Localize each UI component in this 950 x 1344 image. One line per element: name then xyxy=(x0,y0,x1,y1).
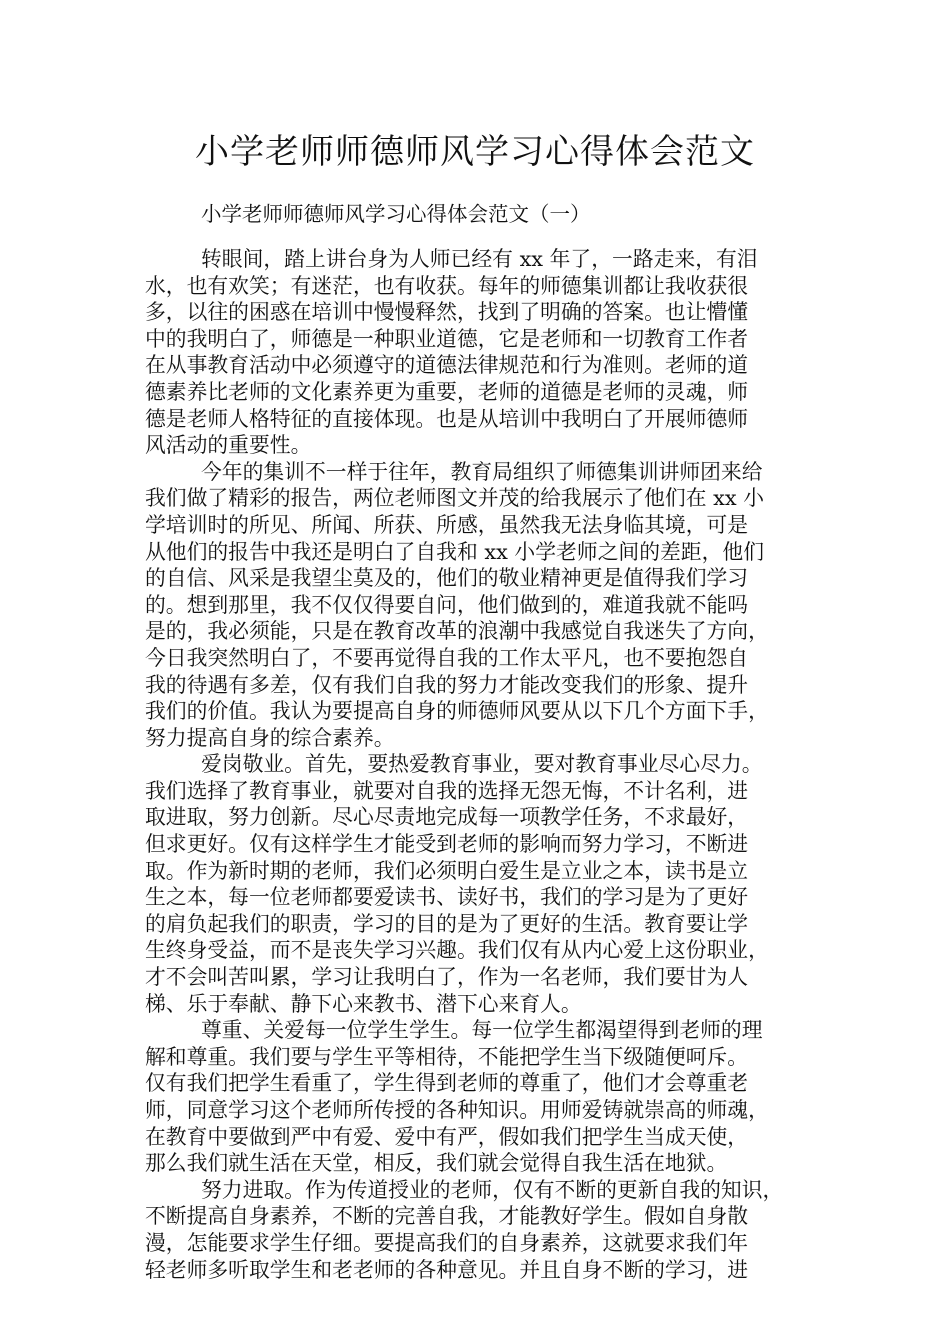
document-subtitle: 小学老师师德师风学习心得体会范文（一） xyxy=(201,202,591,226)
text-line: 努力提高自身的综合素养。 xyxy=(145,725,395,750)
text-line: 我们选择了教育事业，就要对自我的选择无怨无悔，不计名利，进 xyxy=(145,778,749,803)
text-line: 但求更好。仅有这样学生才能受到老师的影响而努力学习，不断进 xyxy=(145,832,749,857)
text-line: 风活动的重要性。 xyxy=(145,433,312,458)
text-line: 不断提高自身素养，不断的完善自我，才能教好学生。假如自身散 xyxy=(145,1204,749,1229)
text-line: 水，也有欢笑；有迷茫，也有收获。每年的师德集训都让我收获很 xyxy=(145,273,749,298)
paragraph-first-line: 尊重、关爱每一位学生学生。每一位学生都渴望得到老师的理 xyxy=(201,1018,763,1043)
text-line: 我的待遇有多差，仅有我们自我的努力才能改变我们的形象、提升 xyxy=(145,672,749,697)
text-line: 是的，我必须能，只是在教育改革的浪潮中我感觉自我迷失了方向， xyxy=(145,619,769,644)
document-body xyxy=(145,246,835,1283)
text-line: 的。想到那里，我不仅仅得要自问，他们做到的，难道我就不能吗 xyxy=(145,592,749,617)
text-line: 我们的价值。我认为要提高自身的师德师风要从以下几个方面下手， xyxy=(145,699,769,724)
paragraph-first-line: 努力进取。作为传道授业的老师，仅有不断的更新自我的知识， xyxy=(201,1177,784,1202)
text-line: 才不会叫苦叫累，学习让我明白了，作为一名老师，我们要甘为人 xyxy=(145,965,749,990)
text-line: 多，以往的困惑在培训中慢慢释然，找到了明确的答案。也让懵懂 xyxy=(145,300,749,325)
text-line: 从他们的报告中我还是明白了自我和 xx 小学老师之间的差距，他们 xyxy=(145,539,764,564)
paragraph-first-line: 转眼间，踏上讲台身为人师已经有 xx 年了，一路走来，有泪 xyxy=(201,247,758,271)
text-line: 生之本，每一位老师都要爱读书、读好书，我们的学习是为了更好 xyxy=(145,885,749,910)
text-line: 梯、乐于奉献、静下心来教书、潜下心来育人。 xyxy=(145,991,582,1016)
text-line: 在从事教育活动中必须遵守的道德法律规范和行为准则。老师的道 xyxy=(145,353,749,378)
text-line: 学培训时的所见、所闻、所获、所感，虽然我无法身临其境，可是 xyxy=(145,512,749,537)
text-line: 德素养比老师的文化素养更为重要，老师的道德是老师的灵魂，师 xyxy=(145,379,749,404)
text-line: 取。作为新时期的老师，我们必须明白爱生是立业之本，读书是立 xyxy=(145,858,749,883)
text-line: 今日我突然明白了，不要再觉得自我的工作太平凡，也不要抱怨自 xyxy=(145,645,749,670)
text-line: 我们做了精彩的报告，两位老师图文并茂的给我展示了他们在 xx 小 xyxy=(145,486,764,511)
document-title: 小学老师师德师风学习心得体会范文 xyxy=(195,132,755,172)
text-line: 仅有我们把学生看重了，学生得到老师的尊重了，他们才会尊重老 xyxy=(145,1071,749,1096)
text-line: 那么我们就生活在天堂，相反，我们就会觉得自我生活在地狱。 xyxy=(145,1151,728,1176)
text-line: 轻老师多听取学生和老老师的各种意见。并且自身不断的学习，进 xyxy=(145,1257,749,1282)
text-line: 的肩负起我们的职责，学习的目的是为了更好的生活。教育要让学 xyxy=(145,911,749,936)
text-line: 中的我明白了，师德是一种职业道德，它是老师和一切教育工作者 xyxy=(145,326,749,351)
text-line: 取进取，努力创新。尽心尽责地完成每一项教学任务，不求最好， xyxy=(145,805,749,830)
text-line: 师，同意学习这个老师所传授的各种知识。用师爱铸就崇高的师魂， xyxy=(145,1098,769,1122)
text-line: 生终身受益，而不是丧失学习兴趣。我们仅有从内心爱上这份职业， xyxy=(145,938,769,963)
text-line: 漫，怎能要求学生仔细。要提高我们的自身素养，这就要求我们年 xyxy=(145,1230,749,1255)
text-line: 德是老师人格特征的直接体现。也是从培训中我明白了开展师德师 xyxy=(145,406,749,431)
text-line: 解和尊重。我们要与学生平等相待，不能把学生当下级随便呵斥。 xyxy=(145,1044,749,1069)
text-line: 在教育中要做到严中有爱、爱中有严，假如我们把学生当成天使， xyxy=(145,1124,749,1149)
paragraph-first-line: 爱岗敬业。首先，要热爱教育事业，要对教育事业尽心尽力。 xyxy=(201,752,763,777)
paragraph-first-line: 今年的集训不一样于往年，教育局组织了师德集训讲师团来给 xyxy=(201,459,763,484)
text-line: 的自信、风采是我望尘莫及的，他们的敬业精神更是值得我们学习 xyxy=(145,566,749,591)
